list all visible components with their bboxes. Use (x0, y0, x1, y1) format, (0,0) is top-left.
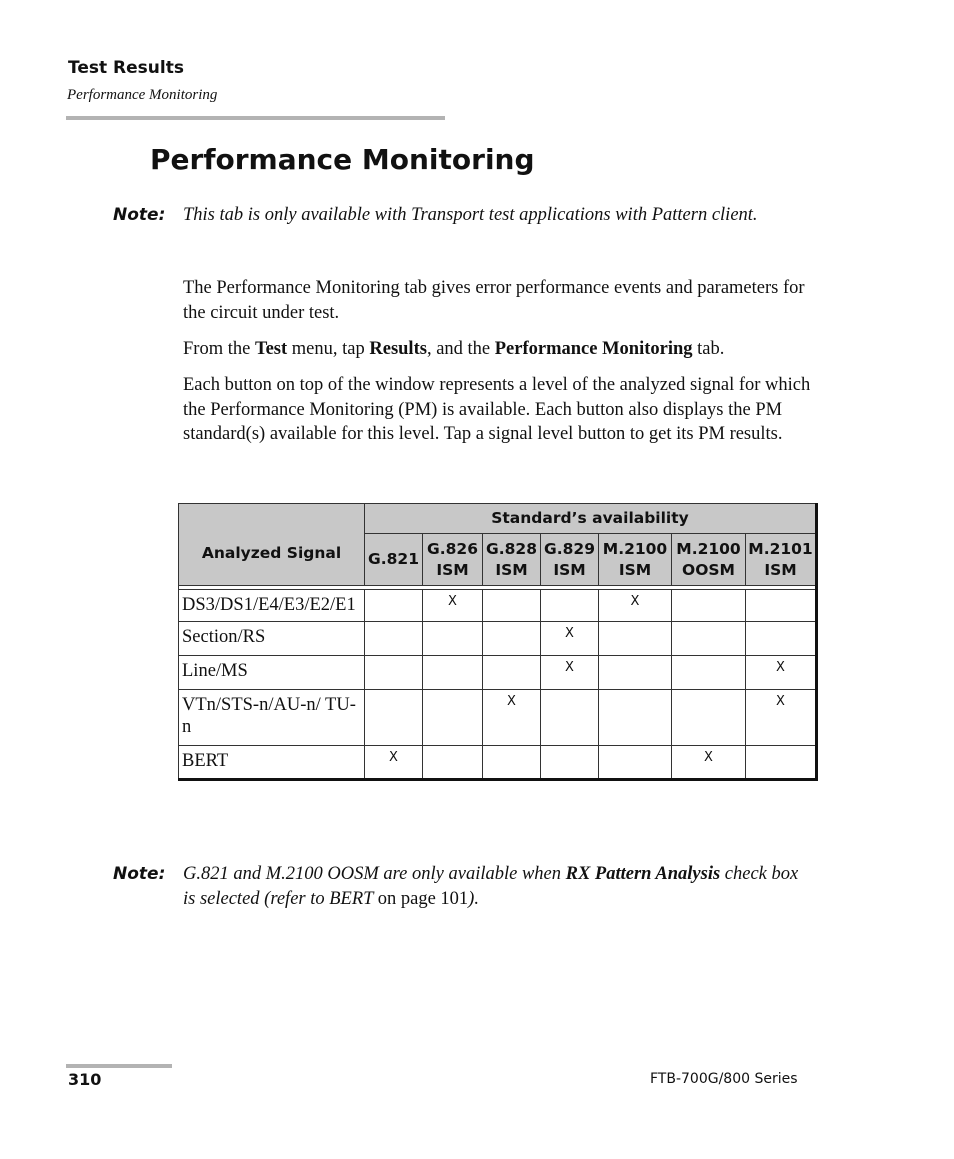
analyzed-signal-cell: VTn/STS-n/AU-n/ TU-n (179, 690, 365, 746)
availability-cell (599, 622, 672, 656)
availability-cell (672, 622, 746, 656)
availability-cell: X (672, 746, 746, 780)
standard-column-header: G.821 (365, 534, 423, 586)
footer-divider (66, 1064, 172, 1068)
availability-cell (365, 690, 423, 746)
availability-cell: X (541, 622, 599, 656)
table-row (179, 690, 817, 746)
availability-cell (483, 590, 541, 622)
availability-cell (423, 622, 483, 656)
rx-pattern-analysis-label: RX Pattern Analysis (565, 864, 721, 884)
tab-pm-label: Performance Monitoring (494, 339, 693, 359)
availability-cell (599, 656, 672, 690)
paragraph-buttons: Each button on top of the window represents a level of the analyzed signal for which the Performance Monitoring (PM) is available. Each button also displays the PM standard(s) available for this level. Tap a signal level button to get its PM results. (183, 375, 811, 444)
availability-cell (365, 590, 423, 622)
pm-standards-table (178, 503, 818, 781)
availability-cell (746, 590, 817, 622)
note-text-2: G.821 and M.2100 OOSM are only available when RX Pattern Analysis check box is selected (refer to BERT on page 101). (183, 864, 799, 909)
table-row (179, 590, 817, 622)
paragraph-intro: The Performance Monitoring tab gives error performance events and parameters for the circuit under test. (183, 278, 805, 323)
running-header-subsection: Performance Monitoring (67, 87, 218, 103)
analyzed-signal-cell: Section/RS (179, 622, 365, 656)
analyzed-signal-cell: Line/MS (179, 656, 365, 690)
note-label: Note: (113, 205, 166, 225)
standard-column-header: G.826 ISM (423, 534, 483, 586)
availability-cell (672, 656, 746, 690)
availability-cell (365, 622, 423, 656)
availability-cell (599, 690, 672, 746)
availability-cell: X (746, 690, 817, 746)
availability-cell: X (365, 746, 423, 780)
standards-availability-header: Standard’s availability (365, 504, 817, 534)
availability-cell (746, 622, 817, 656)
table-row (179, 746, 817, 780)
menu-results-label: Results (369, 339, 427, 359)
table-row (179, 622, 817, 656)
paragraph-navigation: From the Test menu, tap Results, and the Performance Monitoring tab. (183, 339, 725, 359)
availability-cell (423, 690, 483, 746)
table-row (179, 656, 817, 690)
availability-cell (599, 746, 672, 780)
standard-column-header: G.828 ISM (483, 534, 541, 586)
availability-cell (483, 622, 541, 656)
analyzed-signal-cell: DS3/DS1/E4/E3/E2/E1 (179, 590, 365, 622)
analyzed-signal-cell: BERT (179, 746, 365, 780)
availability-cell (541, 590, 599, 622)
standard-column-header: M.2100 ISM (599, 534, 672, 586)
availability-cell (541, 690, 599, 746)
availability-cell: X (746, 656, 817, 690)
availability-cell: X (599, 590, 672, 622)
standard-column-header: G.829 ISM (541, 534, 599, 586)
availability-cell (423, 656, 483, 690)
availability-cell (365, 656, 423, 690)
page-reference: on page 101 (377, 889, 469, 909)
availability-cell (672, 590, 746, 622)
analyzed-signal-header: Analyzed Signal (179, 504, 365, 586)
note-text: This tab is only available with Transport test applications with Pattern client. (183, 205, 758, 225)
note-label-2: Note: (113, 864, 166, 884)
product-series: FTB-700G/800 Series (650, 1071, 798, 1087)
page-number: 310 (68, 1070, 102, 1089)
header-divider (66, 116, 445, 120)
availability-cell (483, 746, 541, 780)
availability-cell (423, 746, 483, 780)
availability-cell: X (423, 590, 483, 622)
availability-cell (541, 746, 599, 780)
standard-column-header: M.2100 OOSM (672, 534, 746, 586)
running-header-section: Test Results (68, 58, 184, 78)
availability-cell: X (483, 690, 541, 746)
availability-cell (483, 656, 541, 690)
availability-cell: X (541, 656, 599, 690)
availability-cell (672, 690, 746, 746)
page-title: Performance Monitoring (150, 143, 535, 176)
menu-test-label: Test (254, 339, 288, 359)
standard-column-header: M.2101 ISM (746, 534, 817, 586)
availability-cell (746, 746, 817, 780)
